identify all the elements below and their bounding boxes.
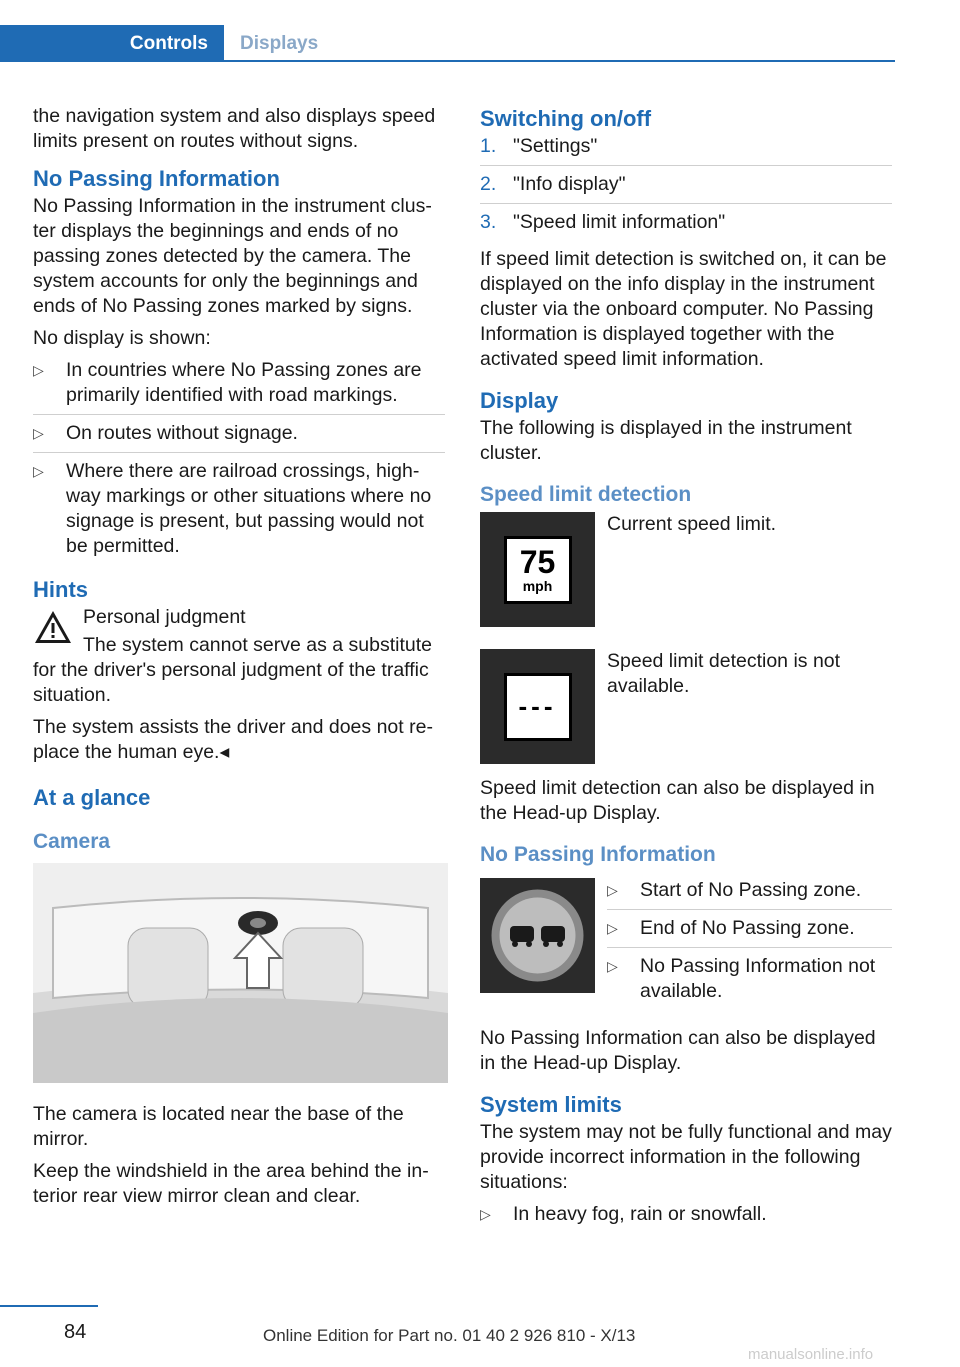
hint-title: Personal judgment	[83, 606, 246, 628]
sld-heading: Speed limit detection	[480, 483, 692, 506]
no-passing-sign-icon	[480, 878, 595, 993]
camera-text-2: Keep the windshield in the area behind the interior rear view mirror clean and clear.	[33, 1160, 429, 1207]
camera-text-1: The camera is located near the base of the mirror.	[33, 1103, 404, 1150]
npi-heading: No Passing Information	[480, 843, 716, 866]
warning-triangle-icon	[33, 609, 73, 645]
speed-limit-unavailable-value: ---	[518, 691, 557, 721]
display-text: The following is displayed in the instrument cluster.	[480, 417, 852, 464]
camera-location-image	[33, 863, 448, 1083]
npi-list	[607, 878, 892, 1010]
list-item: 3. "Speed limit information"	[480, 211, 726, 233]
list-item: ▷ End of No Passing zone.	[607, 916, 892, 948]
list-item: ▷ Start of No Passing zone.	[607, 878, 892, 910]
nopassing-heading: No Passing Information	[33, 166, 280, 191]
speed-limit-unavailable-image	[480, 649, 595, 764]
switch-steps	[480, 134, 892, 241]
hint-text-2: The system assists the driver and does not replace the human eye.◂	[33, 716, 433, 763]
no-display-intro: No display is shown:	[33, 327, 211, 349]
speed-limit-unit: mph	[522, 577, 553, 594]
triangle-bullet-icon: ▷	[607, 882, 618, 898]
limits-text: The system may not be fully functional and may provide incorrect information in the following situations:	[480, 1121, 892, 1193]
list-item: ▷ In countries where No Passing zones are primarily identified with road markings.	[33, 358, 445, 415]
tab-displays[interactable]: Displays	[240, 33, 319, 54]
switch-text: If speed limit detection is switched on, it can be displayed on the info display in the instrument cluster via the onboard computer. No Passing Information is displayed together with the activated speed limit information.	[480, 248, 887, 370]
triangle-bullet-icon: ▷	[33, 425, 44, 441]
sld-text: Speed limit detection can also be displayed in the Head-up Display.	[480, 777, 875, 824]
triangle-bullet-icon: ▷	[607, 920, 618, 936]
page-number: 84	[64, 1321, 87, 1343]
footer-rule	[0, 1305, 98, 1307]
switch-heading: Switching on/off	[480, 106, 652, 131]
triangle-bullet-icon: ▷	[607, 958, 618, 974]
speed-limit-sign-image	[480, 512, 595, 627]
speed-limit-value: 75	[519, 543, 556, 580]
list-item: ▷ No Passing Information not available.	[607, 955, 876, 1002]
no-passing-figure	[480, 878, 892, 1016]
display-heading: Display	[480, 388, 559, 413]
no-display-list	[33, 358, 445, 565]
triangle-bullet-icon: ▷	[33, 362, 44, 378]
triangle-bullet-icon: ▷	[480, 1206, 491, 1222]
hints-heading: Hints	[33, 577, 88, 602]
edition-text: Online Edition for Part no. 01 40 2 926 810 - X/13	[263, 1326, 636, 1345]
tab-controls[interactable]: Controls	[0, 25, 224, 62]
speed-limit-figure	[480, 512, 892, 627]
left-column	[33, 104, 445, 1216]
intro-text: the navigation system and also displays speed limits present on routes without signs.	[33, 105, 436, 152]
triangle-bullet-icon: ▷	[33, 463, 44, 479]
sign2-caption: Speed limit detection is not available.	[607, 650, 841, 697]
sign1-caption: Current speed limit.	[607, 513, 777, 535]
list-item: 2. "Info display"	[480, 172, 892, 204]
right-column	[480, 104, 892, 1239]
limits-list	[480, 1202, 892, 1233]
glance-heading: At a glance	[33, 785, 151, 810]
warning-box	[33, 605, 445, 630]
tab-underline	[0, 60, 895, 62]
list-item: ▷ Where there are railroad crossings, highway markings or other situations where no signage is present, but passing would not be permitted.	[33, 460, 432, 557]
npi-text: No Passing Information can also be displayed in the Head-up Display.	[480, 1027, 876, 1074]
list-item: ▷ On routes without signage.	[33, 421, 445, 453]
list-item: ▷ In heavy fog, rain or snowfall.	[480, 1203, 767, 1225]
watermark: manualsonline.info	[748, 1346, 874, 1363]
nopassing-text: No Passing Information in the instrument cluster displays the beginnings and ends of no passing zones detected by the camera. The system accounts for only the beginnings and ends of No Passing zones marked by signs.	[33, 195, 432, 317]
limits-heading: System limits	[480, 1092, 622, 1117]
hint-text: The system cannot serve as a substitute for the driver's personal judgment of the traffic situation.	[33, 634, 433, 706]
speed-limit-unavailable-figure	[480, 649, 892, 764]
section-tabs	[0, 25, 895, 62]
camera-heading: Camera	[33, 830, 111, 853]
list-item: 1. "Settings"	[480, 134, 892, 166]
